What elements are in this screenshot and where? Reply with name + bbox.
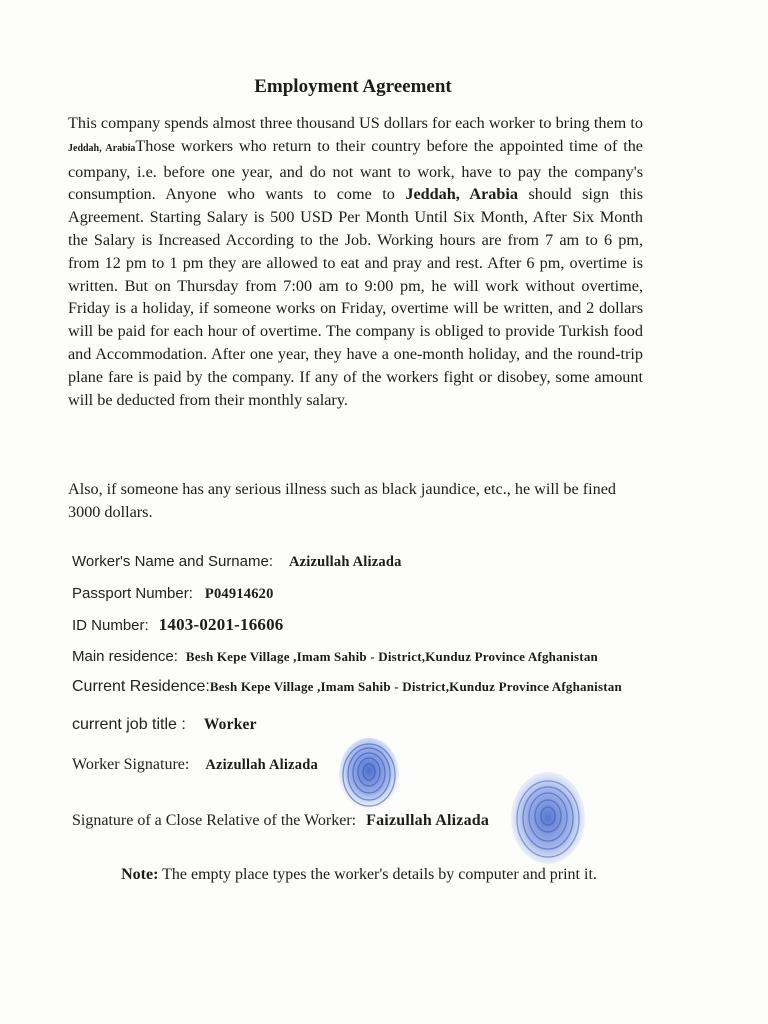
worker-signature-label: Worker Signature: [72, 756, 190, 773]
place-name-bold: Jeddah, Arabia [405, 185, 518, 204]
worker-signature-field [72, 756, 318, 774]
worker-name-field [72, 553, 402, 571]
passport-value: P04914620 [204, 586, 274, 602]
worker-name-value: Azizullah Alizada [289, 554, 402, 570]
illness-paragraph: Also, if someone has any serious illness such as black jaundice, etc., he will be fined 3000 dollars. [68, 480, 616, 521]
relative-signature-label: Signature of a Close Relative of the Worker: [72, 812, 357, 829]
worker-fingerprint-icon [336, 736, 402, 812]
agreement-paragraph [68, 112, 643, 411]
id-number-value: 1403-0201-16606 [158, 615, 284, 634]
relative-signature-value: Faizullah Alizada [366, 812, 490, 829]
main-residence-field [72, 648, 598, 666]
note-label: Note: [121, 866, 159, 883]
current-residence-field [72, 678, 622, 696]
note-text: The empty place types the worker's details by computer and print it. [158, 866, 597, 883]
relative-fingerprint-icon [508, 770, 588, 866]
id-number-field [72, 615, 284, 635]
worker-signature-value: Azizullah Alizada [205, 757, 318, 773]
passport-label: Passport Number: [72, 585, 193, 602]
worker-name-label: Worker's Name and Surname: [72, 553, 273, 570]
paragraph-text-part3: should sign this Agreement. Starting Salary is 500 USD Per Month Until Six Month, After Six Month the Salary is Increased According to the Job. Working hours are from 7 am to 6 pm, from 12 pm to 1 pm they are allowed to eat and pray and rest. After 6 pm, overtime is written. But on Thursday from 7:00 am to 9:00 pm, he will work without overtime, Friday is a holiday, if someone works on Friday, overtime will be written, and 2 dollars will be paid for each hour of overtime. The company is obliged to provide Turkish food and Accommodation. After one year, they have a one-month holiday, and the round-trip plane fare is paid by the company. If any of the workers fight or disobey, some amount will be deducted from their monthly salary. [68, 185, 643, 409]
paragraph-text-part1: This company spends almost three thousand US dollars for each worker to bring them to [68, 114, 643, 132]
document-title: Employment Agreement [254, 76, 452, 97]
job-title-label: current job title : [72, 716, 186, 733]
note-block [0, 864, 718, 886]
paragraph-text-part2: Those workers who return to their country before the appointed time of the company, i.e. before one year, and do not want to work, have to pay the company's consumption. Anyone who wants to come to [68, 136, 643, 204]
job-title-field [72, 716, 257, 734]
id-number-label: ID Number: [72, 617, 149, 634]
relative-signature-field [72, 812, 489, 830]
current-residence-value: Besh Kepe Village ,Imam Sahib - District,Kunduz Province Afghanistan [209, 679, 622, 694]
place-name-small: Jeddah, Arabia [68, 142, 136, 154]
job-title-value: Worker [203, 716, 257, 733]
passport-field [72, 585, 274, 603]
main-residence-label: Main residence: [72, 648, 178, 665]
main-residence-value: Besh Kepe Village ,Imam Sahib - District,Kunduz Province Afghanistan [185, 649, 598, 664]
current-residence-label: Current Residence: [72, 678, 210, 695]
